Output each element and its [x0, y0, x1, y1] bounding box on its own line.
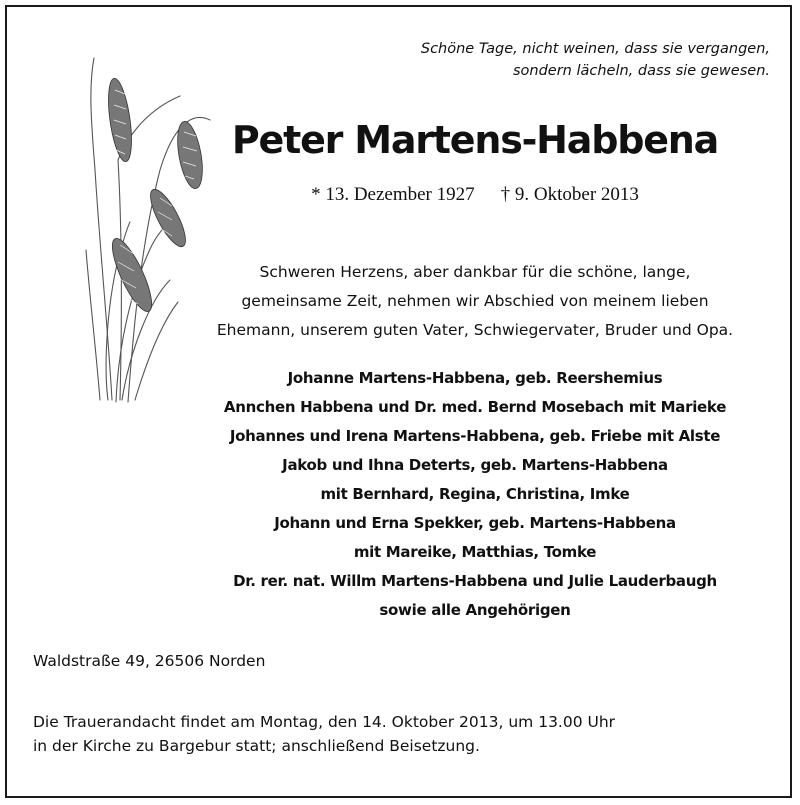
birth-date: * 13. Dezember 1927 — [311, 184, 475, 205]
service-line-1: Die Trauerandacht findet am Montag, den 14. Oktober 2013, um 13.00 Uhr — [33, 713, 616, 731]
mourner-line: Johann und Erna Spekker, geb. Martens-Habbena — [274, 514, 676, 532]
mourner-line: Jakob und Ihna Deterts, geb. Martens-Habbena — [282, 456, 668, 474]
quote-line-1: Schöne Tage, nicht weinen, dass sie vergangen, — [420, 41, 770, 57]
farewell-line: gemeinsame Zeit, nehmen wir Abschied von meinem lieben — [241, 292, 709, 310]
service-line-2: in der Kirche zu Bargebur statt; anschließend Beisetzung. — [33, 737, 480, 755]
mourner-line: Annchen Habbena und Dr. med. Bernd Mosebach mit Marieke — [223, 398, 727, 416]
farewell-line: Ehemann, unserem guten Vater, Schwiegervater, Bruder und Opa. — [216, 321, 734, 339]
deceased-name: Peter Martens-Habbena — [231, 118, 719, 162]
mourner-line: mit Bernhard, Regina, Christina, Imke — [320, 485, 630, 503]
mourner-line: mit Mareike, Matthias, Tomke — [353, 543, 597, 561]
farewell-text — [190, 258, 760, 345]
mourner-line: sowie alle Angehörigen — [379, 601, 571, 619]
death-date: † 9. Oktober 2013 — [500, 184, 639, 205]
service-info — [33, 710, 615, 758]
mourner-line: Johanne Martens-Habbena, geb. Reershemius — [287, 369, 663, 387]
quote-line-2: sondern lächeln, dass sie gewesen. — [512, 63, 770, 79]
address: Waldstraße 49, 26506 Norden — [33, 652, 266, 670]
epigraph-quote — [350, 38, 770, 82]
mourner-line: Johannes und Irena Martens-Habbena, geb. Friebe mit Alste — [229, 427, 721, 445]
mourners-list — [190, 364, 760, 625]
life-dates — [190, 184, 760, 206]
wheat-ears-illustration — [60, 50, 240, 410]
farewell-line: Schweren Herzens, aber dankbar für die schöne, lange, — [259, 263, 691, 281]
mourner-line: Dr. rer. nat. Willm Martens-Habbena und Julie Lauderbaugh — [233, 572, 717, 590]
